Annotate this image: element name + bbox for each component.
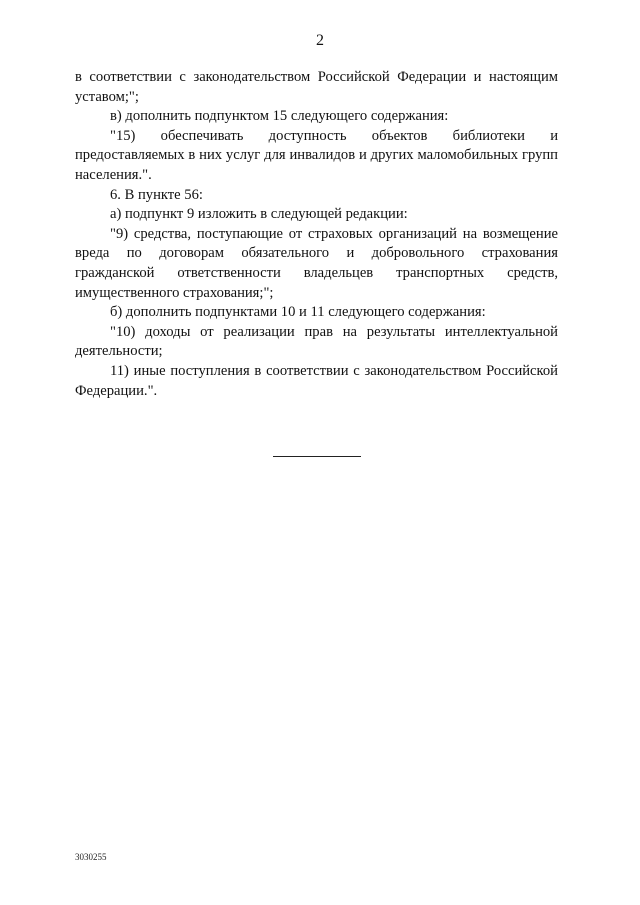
- document-body: [75, 68, 558, 401]
- paragraph-point-6: 6. В пункте 56:: [110, 186, 203, 203]
- paragraph-subitem-v: в) дополнить подпунктом 15 следующего содержания:: [110, 108, 449, 125]
- page-number: 2: [316, 32, 324, 49]
- paragraph-subitem-a: а) подпункт 9 изложить в следующей редакции:: [110, 206, 408, 223]
- paragraph-item-10: "10) доходы от реализации прав на результаты интеллектуальной деятельности;: [75, 323, 558, 360]
- paragraph-item-15: "15) обеспечивать доступность объектов библиотеки и предоставляемых в них услуг для инвалидов и других маломобильных групп населения.".: [75, 127, 558, 183]
- paragraph-continuation: в соответствии с законодательством Российской Федерации и настоящим уставом;";: [75, 69, 558, 105]
- paragraph-subitem-b: б) дополнить подпунктами 10 и 11 следующего содержания:: [110, 304, 486, 321]
- paragraph-item-11: 11) иные поступления в соответствии с законодательством Российской Федерации.".: [75, 362, 558, 399]
- paragraph-item-9: "9) средства, поступающие от страховых организаций на возмещение вреда по договорам обязательного и добровольного страхования гражданской ответственности владельцев транспортных средств, имущественного страхования;";: [75, 225, 558, 301]
- document-code: 3030255: [75, 852, 107, 862]
- separator-line: [273, 456, 361, 457]
